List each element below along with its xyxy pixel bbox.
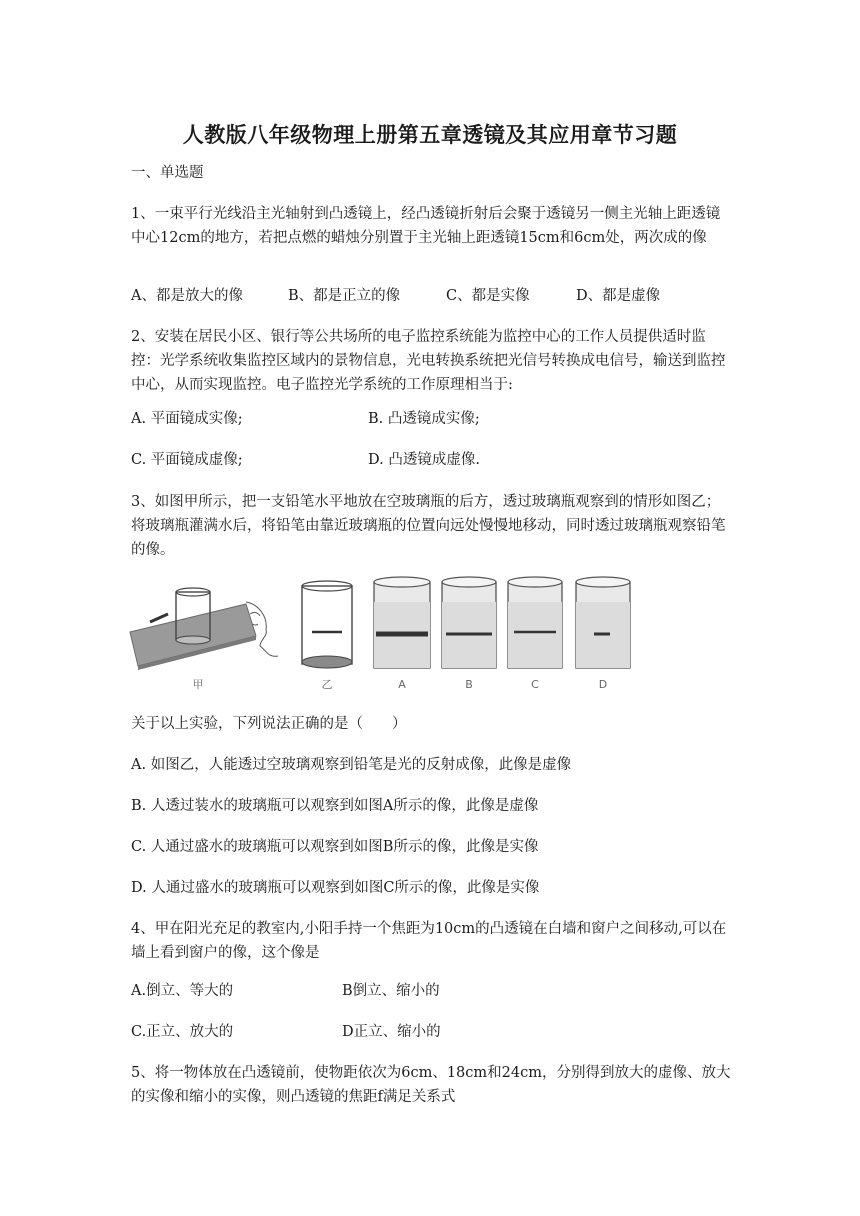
q2-option-a: A. 平面镜成实像;	[131, 411, 243, 427]
figure-a	[374, 577, 430, 668]
figure-d	[576, 577, 630, 668]
q4-option-d: D正立、缩小的	[342, 1024, 441, 1040]
figure-jia	[130, 588, 278, 670]
question-4-stem: 4、甲在阳光充足的教室内,小阳手持一个焦距为10cm的凸透镜在白墙和窗户之间移动,可以在墙上看到窗户的像，这个像是	[131, 921, 727, 961]
pencil-bottle-figure	[128, 574, 638, 694]
question-3-prompt: 关于以上实验，下列说法正确的是（ ）	[131, 716, 407, 732]
q3-option-a: A. 如图乙，人能透过空玻璃观察到铅笔是光的反射成像，此像是虚像	[131, 757, 572, 773]
figure-label-b: B	[465, 678, 473, 691]
figure-label-a: A	[398, 678, 406, 691]
q4-option-a: A.倒立、等大的	[131, 983, 234, 999]
q3-option-d: D. 人通过盛水的玻璃瓶可以观察到如图C所示的像，此像是实像	[131, 880, 540, 896]
figure-label-c: C	[531, 678, 539, 691]
q3-option-b: B. 人透过装水的玻璃瓶可以观察到如图A所示的像，此像是虚像	[131, 798, 539, 814]
page-title: 人教版八年级物理上册第五章透镜及其应用章节习题	[182, 122, 678, 147]
figure-yi	[302, 581, 352, 668]
question-1-stem: 1、一束平行光线沿主光轴射到凸透镜上，经凸透镜折射后会聚于透镜另一侧主光轴上距透镜中心12cm的地方，若把点燃的蜡烛分别置于主光轴上距透镜15cm和6cm处，两次成的像	[131, 206, 721, 246]
q1-option-b: B、都是正立的像	[288, 288, 401, 304]
q3-option-c: C. 人通过盛水的玻璃瓶可以观察到如图B所示的像，此像是实像	[131, 839, 539, 855]
figure-c	[508, 577, 562, 668]
q1-option-a: A、都是放大的像	[131, 288, 243, 304]
question-3-stem: 3、如图甲所示，把一支铅笔水平地放在空玻璃瓶的后方，透过玻璃瓶观察到的情形如图乙；将玻璃瓶灌满水后，将铅笔由靠近玻璃瓶的位置向远处慢慢地移动，同时透过玻璃瓶观察铅笔的像。	[131, 494, 726, 558]
section-heading: 一、单选题	[131, 165, 204, 181]
figure-b	[442, 577, 496, 668]
figure-label-jia: 甲	[192, 678, 204, 691]
q4-option-c: C.正立、放大的	[131, 1024, 234, 1040]
figure-label-d: D	[598, 678, 608, 691]
q1-option-c: C、都是实像	[446, 288, 530, 304]
q2-option-d: D. 凸透镜成虚像.	[368, 452, 480, 468]
question-5-stem: 5、将一物体放在凸透镜前，使物距依次为6cm、18cm和24cm，分别得到放大的虚像、放大的实像和缩小的实像，则凸透镜的焦距f满足关系式	[131, 1065, 731, 1105]
q2-option-b: B. 凸透镜成实像;	[368, 411, 480, 427]
q2-option-c: C. 平面镜成虚像;	[131, 452, 243, 468]
question-2-stem: 2、安装在居民小区、银行等公共场所的电子监控系统能为监控中心的工作人员提供适时监控：光学系统收集监控区域内的景物信息，光电转换系统把光信号转换成电信号，输送到监控中心，从而实现监控。电子监控光学系统的工作原理相当于:	[131, 329, 726, 393]
q4-option-b: B倒立、缩小的	[342, 983, 440, 999]
figure-label-yi: 乙	[321, 678, 333, 691]
q1-option-d: D、都是虚像	[576, 288, 661, 304]
